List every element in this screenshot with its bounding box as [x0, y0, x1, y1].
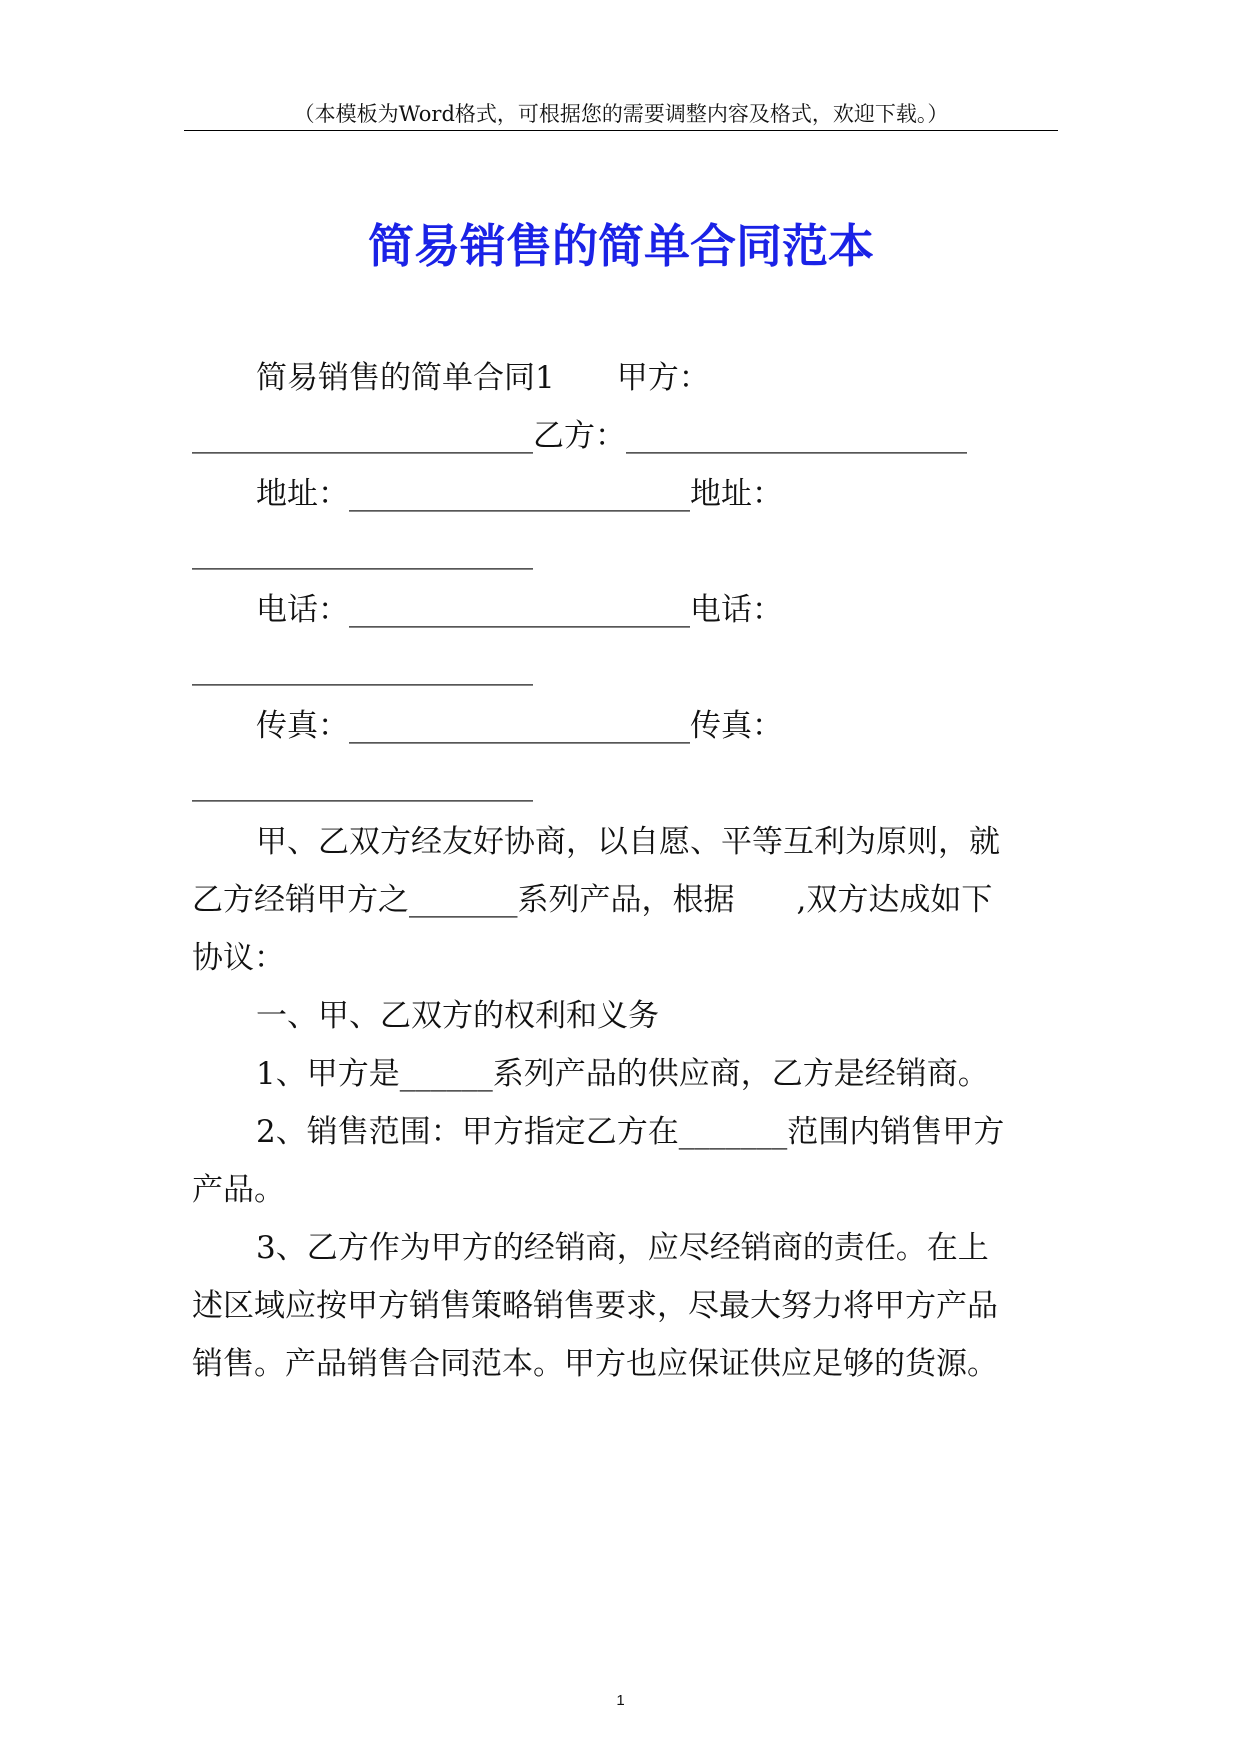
contract-line-8: ______________________: [192, 766, 533, 802]
contract-line-3: 地址：______________________地址：: [256, 476, 783, 512]
contract-line-6: ______________________: [192, 650, 533, 686]
contract-line-10: 乙方经销甲方之_______系列产品，根据 ,双方达成如下: [192, 882, 993, 918]
contract-line-7: 传真：______________________传真：: [256, 708, 783, 744]
contract-line-12: 一、甲、乙双方的权利和义务: [256, 998, 659, 1034]
contract-line-13: 1、甲方是______系列产品的供应商，乙方是经销商。: [256, 1056, 989, 1092]
contract-line-2: ______________________乙方：______________________: [192, 418, 967, 454]
contract-line-11: 协议：: [192, 940, 285, 976]
contract-line-17: 述区域应按甲方销售策略销售要求，尽最大努力将甲方产品: [192, 1288, 998, 1324]
contract-line-9: 甲、乙双方经友好协商，以自愿、平等互利为原则，就: [256, 824, 1000, 860]
contract-line-1: 简易销售的简单合同1 甲方：: [256, 360, 710, 396]
template-header-note: （本模板为Word格式，可根据您的需要调整内容及格式，欢迎下载。）: [293, 102, 949, 126]
page-number: 1: [616, 1692, 625, 1709]
header-divider: [184, 130, 1058, 131]
contract-line-14: 2、销售范围：甲方指定乙方在_______范围内销售甲方: [256, 1114, 1005, 1150]
contract-line-18: 销售。产品销售合同范本。甲方也应保证供应足够的货源。: [192, 1346, 998, 1382]
document-title: 简易销售的简单合同范本: [368, 219, 874, 273]
contract-line-15: 产品。: [192, 1172, 285, 1208]
contract-line-5: 电话：______________________电话：: [256, 592, 783, 628]
contract-line-16: 3、乙方作为甲方的经销商，应尽经销商的责任。在上: [256, 1230, 989, 1266]
contract-line-4: ______________________: [192, 534, 533, 570]
